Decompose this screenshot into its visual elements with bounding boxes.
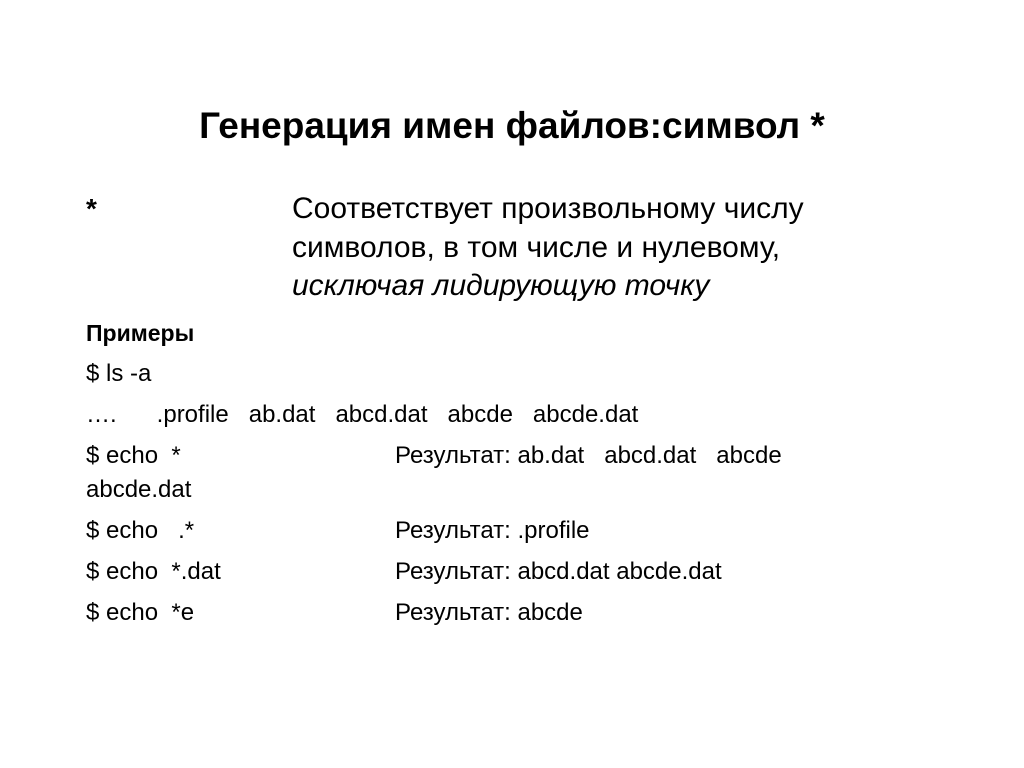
example-result-3: Результат: abcd.dat abcde.dat (395, 558, 722, 585)
definition-line-1: Соответствует произвольному числу (292, 192, 804, 225)
ls-command: $ ls -a (86, 360, 152, 387)
example-command-4: $ echo *e (86, 599, 195, 626)
definition-line-2: символов, в том числе и нулевому, (292, 230, 781, 264)
example-result-4: Результат: abcde (395, 599, 583, 626)
definition-line-3-italic: исключая лидирующую точку (292, 269, 710, 302)
example-command-1: $ echo * (86, 442, 181, 469)
example-result-1-wrap: abcde.dat (86, 476, 192, 503)
definition-text (292, 190, 932, 306)
ls-output: …. .profile ab.dat abcd.dat abcde abcde.dat (86, 401, 639, 428)
example-result-2: Результат: .profile (395, 517, 590, 544)
slide-title: Генерация имен файлов:символ * (199, 105, 825, 146)
definition-symbol: * (86, 193, 97, 224)
example-command-2: $ echo .* (86, 517, 195, 544)
examples-heading: Примеры (86, 320, 195, 346)
example-result-1: Результат: ab.dat abcd.dat abcde (395, 442, 782, 469)
example-command-3: $ echo *.dat (86, 558, 221, 585)
